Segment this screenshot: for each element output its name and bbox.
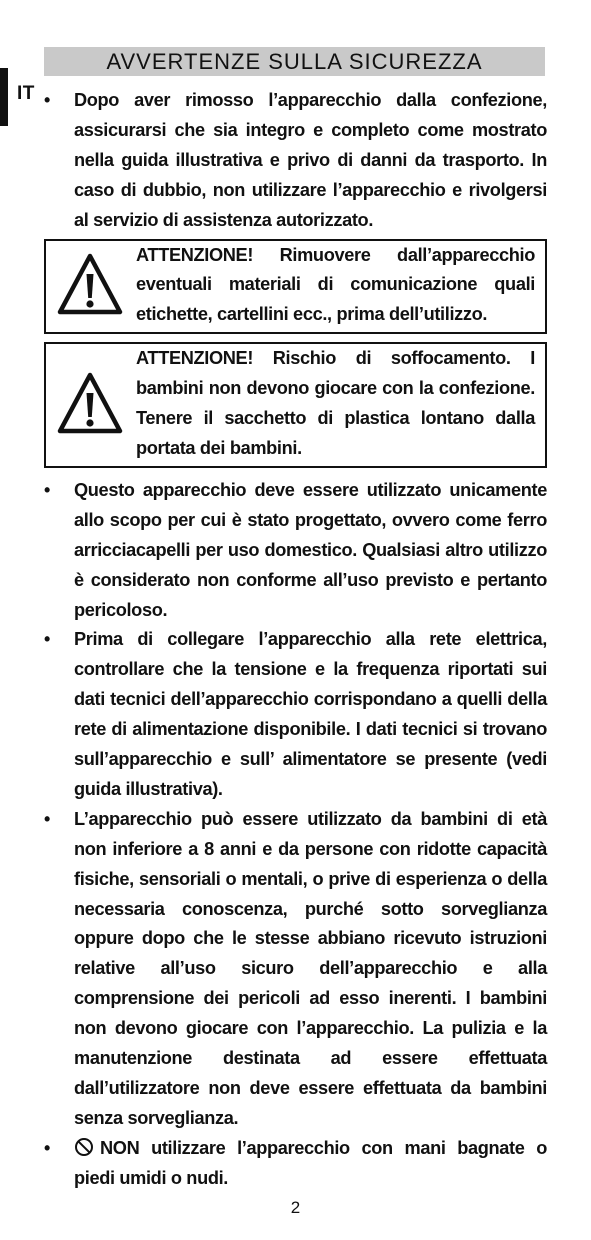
bullet-text: Prima di collegare l’apparecchio alla rete elettrica, controllare che la tensione e la frequenza riportati sui dati tecnici dell’apparecchio corrispondano a quelli della rete di alimentazione disponibile. I dati tecnici si trovano sull’apparecchio e sull’ alimentatore se presente (vedi guida illustrativa). (74, 629, 547, 799)
prohibition-icon (74, 1137, 94, 1157)
bullet-text: Dopo aver rimosso l’apparecchio dalla confezione, assicurarsi che sia integro e completo come mostrato nella guida illustrativa e privo di danni da trasporto. In caso di dubbio, non utilizzare l’apparecchio e rivolgersi al servizio di assistenza autorizzato. (74, 90, 547, 230)
warning-triangle-icon (56, 371, 124, 437)
bullet-item (44, 625, 547, 804)
safety-content (44, 86, 547, 1194)
language-tab-marker (0, 68, 8, 126)
bullet-item (44, 476, 547, 626)
language-code: IT (17, 83, 35, 104)
bullet-item (44, 805, 547, 1134)
warning-box (44, 239, 547, 335)
warning-text: ATTENZIONE! Rimuovere dall’apparecchio eventuali materiali di comunicazione quali etichette, cartellini ecc., prima dell’utilizzo. (136, 244, 535, 325)
bullet-item (44, 86, 547, 236)
bullet-text-prohibition (74, 1134, 547, 1194)
section-title: AVVERTENZE SULLA SICUREZZA (44, 47, 545, 76)
warning-box (44, 342, 547, 468)
bullet-item (44, 1134, 547, 1194)
bullet-text: Questo apparecchio deve essere utilizzato unicamente allo scopo per cui è stato progettato, ovvero come ferro arricciacapelli per uso domestico. Qualsiasi altro utilizzo è considerato non conforme all’uso previsto e pertanto pericoloso. (74, 479, 547, 620)
warning-triangle-icon (56, 252, 124, 318)
bullet-dot: • (44, 479, 50, 500)
bullet-dot: • (44, 808, 50, 829)
bullet-text: L’apparecchio può essere utilizzato da bambini di età non inferiore a 8 anni e da persone con ridotte capacità fisiche, sensoriali o mentali, o prive di esperienza o della necessaria conoscenza, purché sotto sorveglianza oppure dopo che le stesse abbiano ricevuto istruzioni relative all’uso sicuro dell’apparecchio e alla comprensione dei pericoli ad esso inerenti. I bambini non devono giocare con l’apparecchio. La pulizia e la manutenzione destinata ad essere effettuata dall’utilizzatore non deve essere effettuata da bambini senza sorveglianza. (74, 808, 547, 1128)
page-number: 2 (290, 1198, 301, 1217)
bullet-dot: • (44, 629, 50, 650)
bullet-dot: • (44, 90, 50, 110)
warning-text: ATTENZIONE! Rischio di soffocamento. I bambini non devono giocare con la confezione. Tenere il sacchetto di plastica lontano dalla portata dei bambini. (136, 348, 535, 458)
bullet-dot: • (44, 1137, 50, 1158)
prohibition-text: NON utilizzare l’apparecchio con mani bagnate o piedi umidi o nudi. (74, 1137, 547, 1188)
